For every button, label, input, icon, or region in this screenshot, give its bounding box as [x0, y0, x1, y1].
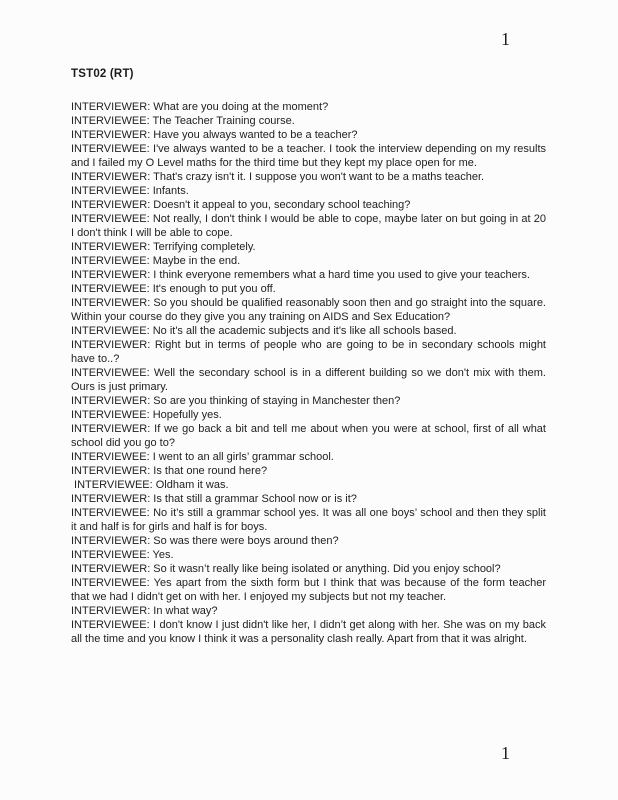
header-page-number: 1 — [501, 29, 510, 49]
transcript-turn: INTERVIEWER: So was there were boys around then? — [71, 535, 339, 547]
transcript-turn: INTERVIEWER: Doesn't it appeal to you, secondary school teaching? — [71, 199, 411, 211]
transcript-turn: INTERVIEWER: So you should be qualified reasonably soon then and go straight into the square. Within your course do they give you any training on AIDS and Sex Education? — [71, 297, 546, 323]
transcript-body — [71, 100, 546, 646]
transcript-turn: INTERVIEWEE: Maybe in the end. — [71, 255, 241, 267]
transcript-turn: INTERVIEWEE: Well the secondary school is in a different building so we don't mix with them. Ours is just primary. — [71, 367, 546, 393]
transcript-turn: INTERVIEWER: Have you always wanted to be a teacher? — [71, 129, 358, 141]
transcript-turn: INTERVIEWEE: Yes. — [71, 549, 174, 561]
transcript-turn: INTERVIEWER: Is that still a grammar School now or is it? — [71, 493, 357, 505]
transcript-turn: INTERVIEWER: What are you doing at the moment? — [71, 101, 329, 113]
transcript-turn: INTERVIEWEE: No it’s still a grammar school yes. It was all one boys’ school and then they split it and half is for girls and half is for boys. — [71, 507, 546, 533]
transcript-turn: INTERVIEWEE: I've always wanted to be a teacher. I took the interview depending on my results and I failed my O Level maths for the third time but they kept my place open for me. — [71, 143, 546, 169]
transcript-turn: INTERVIEWER: Is that one round here? — [71, 465, 268, 477]
transcript-turn: INTERVIEWEE: I went to an all girls’ grammar school. — [71, 451, 334, 463]
transcript-turn: INTERVIEWEE: Oldham it was. — [71, 479, 229, 491]
transcript-turn: INTERVIEWEE: Infants. — [71, 185, 189, 197]
transcript-turn: INTERVIEWER: So are you thinking of staying in Manchester then? — [71, 395, 401, 407]
transcript-turn: INTERVIEWER: In what way? — [71, 605, 218, 617]
transcript-turn: INTERVIEWER: I think everyone remembers what a hard time you used to give your teachers. — [71, 269, 530, 281]
transcript-turn: INTERVIEWEE: No it's all the academic subjects and it's like all schools based. — [71, 325, 457, 337]
transcript-turn: INTERVIEWEE: Hopefully yes. — [71, 409, 222, 421]
page-title: TST02 (RT) — [71, 68, 134, 80]
transcript-turn: INTERVIEWER: If we go back a bit and tell me about when you were at school, first of all what school did you go to? — [71, 423, 546, 449]
transcript-turn: INTERVIEWEE: It's enough to put you off. — [71, 283, 276, 295]
transcript-turn: INTERVIEWEE: Yes apart from the sixth form but I think that was because of the form teacher that we had I didn't get on with her. I enjoyed my subjects but not my teacher. — [71, 577, 546, 603]
transcript-turn: INTERVIEWER: Right but in terms of people who are going to be in secondary schools might have to..? — [71, 339, 546, 365]
transcript-turn: INTERVIEWEE: I don't know I just didn't like her, I didn’t get along with her. She was on my back all the time and you know I think it was a personality clash really. Apart from that it was alright. — [71, 619, 546, 645]
transcript-turn: INTERVIEWEE: Not really, I don't think I would be able to cope, maybe later on but going in at 20 I don't think I will be able to cope. — [71, 213, 546, 239]
footer-page-number: 1 — [501, 743, 510, 763]
transcript-turn: INTERVIEWER: Terrifying completely. — [71, 241, 256, 253]
transcript-turn: INTERVIEWER: That's crazy isn't it. I suppose you won't want to be a maths teacher. — [71, 171, 485, 183]
transcript-turn: INTERVIEWEE: The Teacher Training course. — [71, 115, 295, 127]
transcript-turn: INTERVIEWER: So it wasn’t really like being isolated or anything. Did you enjoy school? — [71, 563, 501, 575]
